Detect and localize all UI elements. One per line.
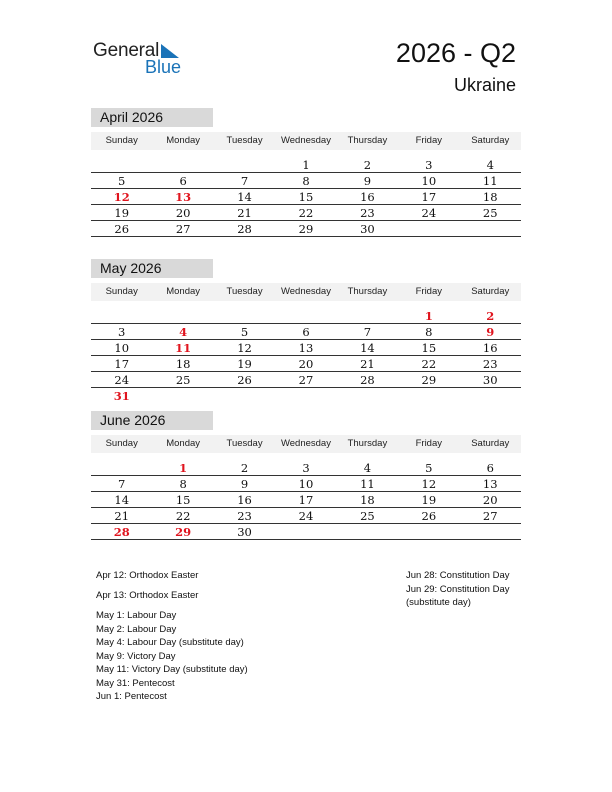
day-cell: 1: [302, 157, 310, 172]
day-cell: 9: [363, 173, 372, 188]
week-row: [91, 460, 521, 476]
holiday-entry: Jun 1: Pentecost: [96, 691, 167, 702]
holiday-day-cell: 9: [486, 324, 495, 339]
holiday-list-right: [406, 569, 510, 610]
holiday-day-cell: 13: [175, 189, 192, 204]
day-cell: 22: [175, 508, 191, 523]
day-cell: 26: [237, 372, 252, 387]
holiday-entry: Jun 29: Constitution Day: [406, 583, 510, 595]
day-cell: 2: [240, 460, 249, 475]
day-cell: 20: [298, 356, 314, 371]
day-cell: 2: [363, 157, 372, 172]
day-cell: 20: [482, 492, 498, 507]
weekday-header: Monday: [166, 286, 201, 297]
day-cell: 3: [302, 460, 310, 475]
weekday-header-row: [91, 435, 521, 453]
day-cell: 13: [482, 476, 498, 491]
day-cell: 21: [237, 205, 252, 220]
day-cell: 19: [114, 205, 130, 220]
week-row: [91, 372, 521, 388]
day-cell: 8: [179, 476, 187, 491]
week-row: [91, 524, 521, 540]
holiday-entry: Jun 28: Constitution Day: [406, 570, 510, 581]
day-cell: [460, 221, 521, 236]
day-cell: 26: [421, 508, 437, 523]
day-cell: 7: [118, 476, 126, 491]
weekday-header: Tuesday: [226, 286, 263, 297]
day-cell: [91, 157, 152, 172]
month-june: [91, 411, 521, 540]
day-cell: 10: [298, 476, 314, 491]
day-cell: 6: [302, 324, 310, 339]
week-row: [91, 324, 521, 340]
weekday-header: Thursday: [347, 286, 388, 297]
day-cell: [214, 308, 275, 323]
page-title: 2026 - Q2: [395, 38, 516, 68]
holiday-entry: (substitute day): [406, 597, 471, 608]
month-label: June 2026: [91, 411, 213, 430]
weekday-header: Wednesday: [280, 135, 331, 146]
day-cell: 25: [175, 372, 191, 387]
day-cell: 19: [237, 356, 252, 371]
month-label: May 2026: [91, 259, 213, 278]
weekday-header: Tuesday: [226, 135, 263, 146]
day-cell: 27: [298, 372, 314, 387]
month-may: [91, 259, 521, 404]
day-cell: 15: [175, 492, 191, 507]
day-cell: 18: [360, 492, 375, 507]
holiday-day-cell: 2: [486, 308, 495, 323]
month-april: [91, 108, 521, 237]
week-row: [91, 173, 521, 189]
weekday-header: Monday: [166, 438, 201, 449]
day-cell: [398, 388, 459, 404]
weekday-header: Wednesday: [280, 286, 331, 297]
holiday-day-cell: 28: [113, 524, 130, 539]
holiday-day-cell: 1: [179, 460, 188, 475]
day-cell: 23: [360, 205, 375, 220]
week-row: [91, 476, 521, 492]
holiday-entry: May 2: Labour Day: [96, 623, 177, 635]
day-cell: [214, 157, 275, 172]
week-row: [91, 205, 521, 221]
day-cell: 28: [360, 372, 375, 387]
day-cell: 27: [175, 221, 191, 236]
day-cell: 23: [482, 356, 498, 371]
day-cell: 10: [421, 173, 437, 188]
day-cell: [398, 524, 459, 539]
day-cell: 18: [175, 356, 191, 371]
week-row: [91, 221, 521, 237]
day-cell: 17: [298, 492, 314, 507]
day-cell: 5: [240, 324, 249, 339]
day-cell: 26: [114, 221, 130, 236]
day-cell: [460, 388, 521, 404]
holiday-day-cell: 31: [113, 388, 130, 403]
day-cell: 21: [114, 508, 130, 523]
weekday-header: Sunday: [105, 135, 138, 146]
day-cell: 27: [482, 508, 498, 523]
holiday-day-cell: 1: [424, 308, 433, 323]
day-cell: 12: [421, 476, 437, 491]
day-cell: 14: [237, 189, 252, 204]
weekday-header: Friday: [415, 135, 443, 146]
day-cell: 4: [363, 460, 372, 475]
weekday-header: Saturday: [471, 286, 510, 297]
holiday-day-cell: 29: [175, 524, 192, 539]
day-cell: 22: [298, 205, 314, 220]
weekday-header: Thursday: [347, 135, 388, 146]
day-cell: 3: [118, 324, 126, 339]
weekday-header-row: [91, 132, 521, 150]
day-cell: 29: [298, 221, 314, 236]
day-cell: 14: [360, 340, 375, 355]
holiday-entry: May 1: Labour Day: [96, 610, 177, 621]
weekday-header-row: [91, 283, 521, 301]
logo: [93, 40, 193, 80]
day-cell: 3: [425, 157, 433, 172]
country-name: Ukraine: [453, 75, 516, 95]
holiday-entry: May 31: Pentecost: [96, 677, 175, 689]
day-cell: [91, 460, 152, 475]
day-cell: 30: [360, 221, 375, 236]
holiday-day-cell: 11: [175, 340, 192, 355]
day-cell: 11: [360, 476, 375, 491]
day-cell: 17: [114, 356, 130, 371]
day-cell: 13: [298, 340, 314, 355]
day-cell: 14: [114, 492, 130, 507]
day-cell: 25: [360, 508, 375, 523]
day-cell: 18: [482, 189, 498, 204]
holiday-day-cell: 4: [179, 324, 188, 339]
month-label: April 2026: [91, 108, 213, 127]
day-cell: 22: [421, 356, 437, 371]
day-cell: 21: [360, 356, 375, 371]
day-cell: 6: [179, 173, 187, 188]
week-row: [91, 340, 521, 356]
day-cell: 16: [482, 340, 498, 355]
weekday-header: Tuesday: [226, 438, 263, 449]
week-row: [91, 189, 521, 205]
week-row: [91, 388, 521, 404]
day-cell: 20: [175, 205, 191, 220]
day-cell: 12: [237, 340, 252, 355]
weekday-header: Saturday: [471, 135, 510, 146]
day-cell: [337, 524, 398, 539]
day-cell: 6: [486, 460, 494, 475]
day-cell: [214, 388, 275, 404]
day-cell: 7: [240, 173, 249, 188]
week-row: [91, 508, 521, 524]
holiday-entry: May 11: Victory Day (substitute day): [96, 664, 248, 675]
day-cell: [337, 308, 398, 323]
day-cell: 16: [360, 189, 375, 204]
day-cell: 30: [482, 372, 498, 387]
day-cell: 17: [421, 189, 437, 204]
day-cell: 10: [114, 340, 130, 355]
day-cell: 8: [302, 173, 310, 188]
day-cell: [398, 221, 459, 236]
day-cell: 5: [425, 460, 433, 475]
day-cell: 5: [118, 173, 126, 188]
holiday-list-left: [96, 569, 248, 704]
logo-blue-text: Blue: [145, 57, 182, 77]
holiday-entry: May 9: Victory Day: [96, 650, 176, 662]
day-cell: 19: [421, 492, 437, 507]
day-cell: [275, 524, 336, 539]
week-row: [91, 157, 521, 173]
holiday-entry: Apr 13: Orthodox Easter: [96, 590, 199, 601]
holiday-entry: May 4: Labour Day (substitute day): [96, 637, 244, 648]
weekday-header: Friday: [415, 438, 443, 449]
day-cell: 28: [237, 221, 252, 236]
day-cell: 25: [482, 205, 498, 220]
day-cell: 9: [240, 476, 249, 491]
weekday-header: Monday: [166, 135, 201, 146]
day-cell: 24: [114, 372, 130, 387]
day-cell: 30: [237, 524, 252, 539]
day-cell: 7: [363, 324, 372, 339]
weekday-header: Saturday: [471, 438, 510, 449]
day-cell: 15: [421, 340, 437, 355]
day-cell: 16: [237, 492, 252, 507]
day-cell: 23: [237, 508, 252, 523]
day-cell: 24: [298, 508, 314, 523]
day-cell: 4: [486, 157, 494, 172]
week-row: [91, 356, 521, 372]
weekday-header: Sunday: [105, 286, 138, 297]
day-cell: 11: [482, 173, 498, 188]
day-cell: 29: [421, 372, 437, 387]
day-cell: [275, 388, 336, 404]
day-cell: 15: [298, 189, 314, 204]
day-cell: [337, 388, 398, 404]
day-cell: [460, 524, 521, 539]
holiday-entry: Apr 12: Orthodox Easter: [96, 570, 199, 581]
day-cell: [152, 388, 213, 404]
weekday-header: Friday: [415, 286, 443, 297]
day-cell: [152, 308, 213, 323]
weekday-header: Wednesday: [280, 438, 331, 449]
day-cell: [91, 308, 152, 323]
weekday-header: Sunday: [105, 438, 138, 449]
holiday-day-cell: 12: [113, 189, 130, 204]
weekday-header: Thursday: [347, 438, 388, 449]
day-cell: 24: [421, 205, 437, 220]
logo-general-text: General: [93, 40, 160, 61]
logo-flag-icon: [161, 44, 181, 58]
day-cell: [275, 308, 336, 323]
week-row: [91, 492, 521, 508]
day-cell: [152, 157, 213, 172]
week-row: [91, 308, 521, 324]
day-cell: 8: [425, 324, 433, 339]
